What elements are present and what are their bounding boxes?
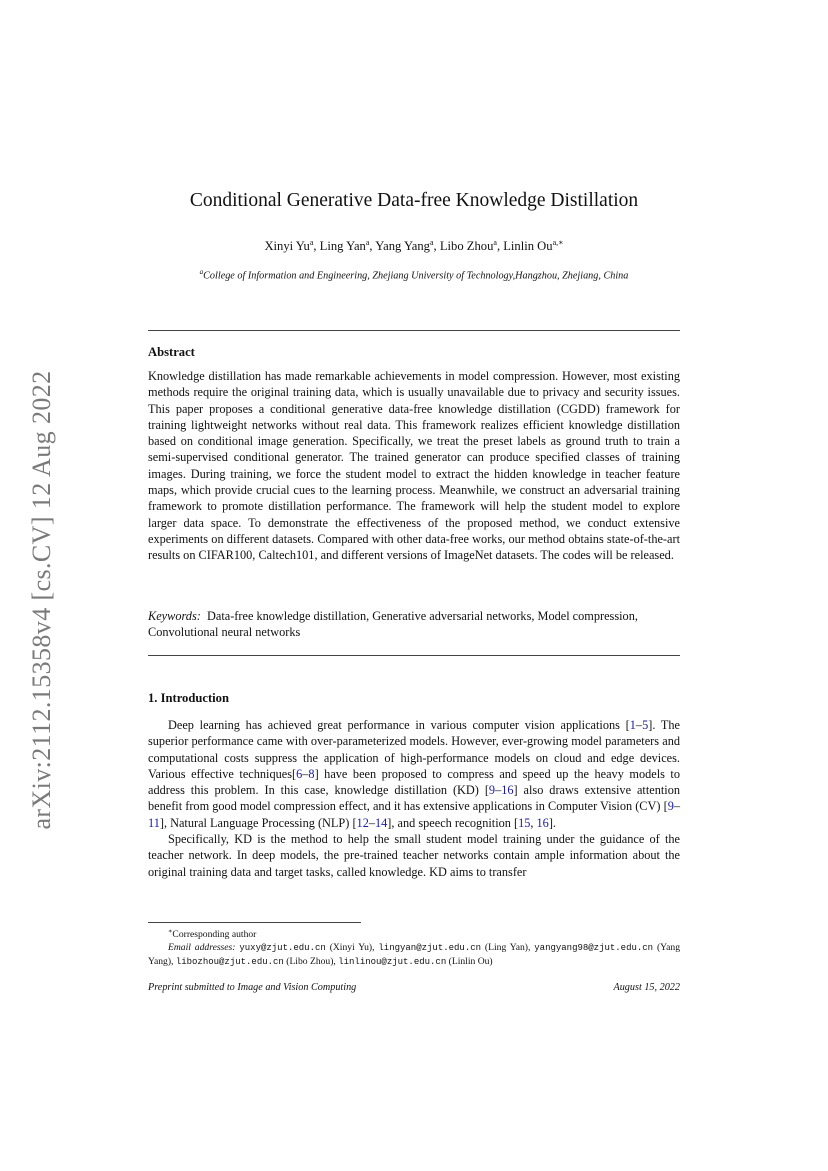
- email-address[interactable]: linlinou@zjut.edu.cn: [338, 957, 447, 968]
- footnote-rule: [148, 922, 361, 923]
- email-label: Email addresses:: [168, 942, 236, 954]
- citation-link[interactable]: 14: [375, 815, 388, 830]
- author-affiliation-mark: a: [365, 238, 370, 247]
- arxiv-identifier-stamp: arXiv:2112.15358v4 [cs.CV] 12 Aug 2022: [27, 370, 56, 830]
- author-affiliation-mark: a: [429, 238, 434, 247]
- paragraph-text: –: [368, 815, 375, 830]
- author-name: Libo Zhou: [439, 239, 494, 254]
- citation-link[interactable]: 11: [148, 815, 160, 830]
- citation-link[interactable]: 8: [308, 766, 315, 781]
- footnote: [148, 925, 680, 969]
- author-list: [148, 238, 680, 254]
- email-owner: (Linlin Ou): [448, 956, 493, 968]
- citation-link[interactable]: 9: [488, 783, 496, 798]
- paragraph-text: ], and speech recognition [: [387, 815, 519, 830]
- citation-link[interactable]: 16: [536, 815, 549, 830]
- citation-link[interactable]: 5: [642, 718, 649, 732]
- affiliation-text: College of Information and Engineering, Zhejiang University of Technology,Hangzhou, Zhejiang, China: [203, 270, 629, 282]
- citation-link[interactable]: 1: [629, 718, 636, 732]
- email-address[interactable]: yuxy@zjut.edu.cn: [239, 943, 326, 954]
- introduction-paragraph: [148, 717, 680, 831]
- section-heading-introduction: 1. Introduction: [148, 691, 229, 705]
- abstract-bottom-rule: [148, 655, 680, 656]
- corresponding-author-note: [148, 925, 680, 941]
- email-owner: (Yang Yang),: [148, 942, 680, 968]
- footer-date: August 15, 2022: [613, 982, 680, 993]
- paragraph-text: –: [635, 718, 643, 732]
- paragraph-text: –: [302, 766, 309, 781]
- paragraph-text: ,: [530, 815, 537, 830]
- footer-journal: Preprint submitted to Image and Vision Computing: [148, 982, 357, 993]
- paragraph-text: –: [495, 783, 502, 798]
- author-name: Yang Yang: [375, 239, 430, 254]
- author-affiliation-mark: a: [493, 238, 497, 247]
- citation-link[interactable]: 15: [518, 815, 531, 830]
- author-affiliation-mark: a,∗: [552, 238, 564, 247]
- author-separator: ,: [369, 239, 376, 254]
- citation-link[interactable]: 12: [356, 815, 369, 830]
- paragraph-text: ].: [548, 815, 556, 830]
- email-address[interactable]: yangyang98@zjut.edu.cn: [534, 943, 654, 954]
- introduction-body: [148, 717, 680, 880]
- author-name: Linlin Ou: [503, 239, 553, 254]
- author-separator: ,: [313, 239, 320, 254]
- email-owner: (Ling Yan),: [484, 942, 535, 954]
- keywords-text: Data-free knowledge distillation, Generative adversarial networks, Model compression, Convolutional neural networks: [148, 609, 638, 640]
- email-address[interactable]: lingyan@zjut.edu.cn: [378, 943, 482, 954]
- abstract-text: Knowledge distillation has made remarkable achievements in model compression. However, most existing methods require the original training data, which is usually unavailable due to privacy and security issues. This paper proposes a conditional generative data-free knowledge distillation (CGDD) framework for training lightweight networks without real data. This framework realizes efficient knowledge distillation based on conditional image generation. Specifically, we treat the preset labels as ground truth to train a semi-supervised conditional generator. The trained generator can produce specified classes of training images. During training, we force the student model to extract the hidden knowledge in teacher feature maps, which provide crucial cues to the learning process. Meanwhile, we construct an adversarial training framework to promote distillation performance. The framework will help the student model to explore larger data space. To demonstrate the effectiveness of the proposed method, we conduct extensive experiments on different datasets. Compared with other data-free works, our method obtains state-of-the-art results on CIFAR100, Caltech101, and different versions of ImageNet datasets. The codes will be released.: [148, 369, 680, 563]
- paragraph-text: ] have been proposed to compress and speed up the heavy models to address this problem. In this case, knowledge distillation (KD) [: [148, 766, 680, 798]
- paragraph-text: –: [673, 799, 680, 814]
- keywords: [148, 608, 680, 641]
- email-addresses: [148, 941, 680, 969]
- affiliation-mark: a: [199, 268, 204, 276]
- author-affiliation-mark: a: [309, 238, 314, 247]
- citation-link[interactable]: 16: [501, 783, 514, 798]
- paragraph-text: ]. The superior performance came with over-parameterized models. However, ever-growing model parameters and computational costs suppress the application of high-performance models on cloud and edge devices. Various effective techniques[: [148, 718, 681, 781]
- paragraph-text: Specifically, KD is the method to help the small student model training under the guidance of the teacher network. In deep models, the pre-trained teacher networks contain ample information about the original training data and target tasks, called knowledge. KD aims to transfer: [148, 832, 680, 879]
- author-name: Xinyi Yu: [264, 239, 310, 254]
- author-separator: ,: [433, 239, 440, 254]
- abstract-heading: Abstract: [148, 345, 195, 359]
- email-owner: (Xinyi Yu),: [329, 942, 379, 954]
- affiliation: [148, 268, 680, 281]
- author-separator: ,: [496, 239, 504, 254]
- email-address[interactable]: libozhou@zjut.edu.cn: [175, 957, 284, 968]
- page-footer: [148, 982, 680, 993]
- author-name: Ling Yan: [319, 239, 366, 254]
- paper-title: Conditional Generative Data-free Knowledge Distillation: [189, 190, 639, 211]
- paragraph-text: Deep learning has achieved great performance in various computer vision applications [: [168, 718, 630, 732]
- email-owner: (Libo Zhou),: [286, 956, 339, 968]
- corresponding-mark: ∗: [168, 928, 173, 935]
- keywords-label: Keywords:: [148, 609, 201, 623]
- paragraph-text: ] also draws extensive attention benefit from good model compression effect, and it has extensive applications in Computer Vision (CV) [: [148, 783, 680, 814]
- citation-link[interactable]: 9: [667, 799, 674, 814]
- corresponding-author-text: Corresponding author: [172, 929, 257, 941]
- abstract-top-rule: [148, 330, 680, 331]
- introduction-paragraph: [148, 831, 680, 880]
- paragraph-text: ], Natural Language Processing (NLP) [: [159, 815, 357, 830]
- citation-link[interactable]: 6: [296, 766, 303, 781]
